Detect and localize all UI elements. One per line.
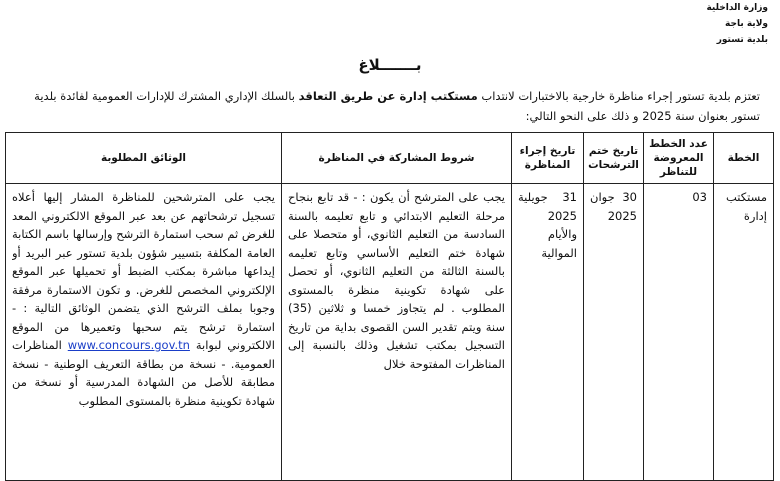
table-header-row [6,133,774,184]
col-header-conditions: شروط المشاركة في المناظرة [282,133,512,184]
table-row [6,184,774,481]
documents-text [12,188,275,476]
issuer-header [648,0,768,48]
cell-plan: مستكتب إدارة [714,184,774,481]
intro-paragraph [20,86,760,126]
col-header-exam-date: تاريخ إجراء المناظرة [512,133,584,184]
documents-part-2: المناظرات العمومية. - نسخة من بطاقة التعريف الوطنية - نسخة مطابقة للأصل من الشهادة المدرسية أو نسخة من شهادة تكوينية منظرة بالمستوى المطلوب [12,338,275,408]
cell-deadline: 30 جوان 2025 [584,184,644,481]
concours-link[interactable]: www.concours.gov.tn [67,338,190,352]
cell-exam-date: 31 جويلية 2025 والأيام الموالية [512,184,584,481]
intro-position: مستكتب إدارة عن طريق التعاقد [298,89,478,103]
col-header-deadline: تاريخ ختم الترشحات [584,133,644,184]
col-header-documents: الوثائق المطلوبة [6,133,282,184]
conditions-text: يجب على المترشح أن يكون : - قد تابع بنجاح مرحلة التعليم الابتدائي و تابع تعليمه بالسنة السادسة من التعليم الثانوي، أو متحصلا على شهادة ختم التعليم الأساسي وتابع تعليمه بالسنة الثالثة من التعليم الثانوي، أو تحصل على شهادة تكوينية منظرة بالمستوى المطلوب . لم يتجاوز خمسا و ثلاثين (35) سنة ويتم تقدير السن القصوى بداية من تاريخ التسجيل بمكتب تشغيل وذلك بالنسبة إلى المناظرات المفتوحة خلال [288,190,505,371]
ministry-name: وزارة الداخلية [706,3,768,13]
page-title: بـــــــلاغ [358,56,422,74]
col-header-count: عدد الخطط المعروضة للتناظر [644,133,714,184]
cell-count: 03 [644,184,714,481]
governorate-name: ولاية باجة [725,19,768,29]
cell-documents [6,184,282,481]
municipality-name: بلدية تستور [716,35,768,45]
intro-part-2: بالسلك الإداري المشترك للإدارات العمومية لفائدة بلدية تستور بعنوان سنة 2025 و ذلك على النحو التالي: [34,89,760,123]
documents-part-1: يجب على المترشحين للمناظرة المشار إليها أعلاه تسجيل ترشحاتهم عن بعد عبر الموقع الالكتروني المعد للغرض ثم سحب استمارة الترشح وإرسالها باسم الكتابة العامة المكلفة بتسيير شؤون بلدية تستور عبر البريد أو إيداعها مباشرة بمكتب الضبط أو تحميلها عبر الموقع الإلكتروني المخصص للغرض. و تكون الاستمارة مرفقة وجوبا بملف الترشح الذي يتضمن الوثائق التالية : - استمارة ترشح يتم سحبها وتعميرها من الموقع الالكتروني لبوابة [12,190,275,352]
competition-table [5,132,774,481]
intro-part-1: تعتزم بلدية تستور إجراء مناظرة خارجية بالاختبارات لانتداب [481,89,760,103]
cell-conditions [282,184,512,481]
col-header-plan: الخطة [714,133,774,184]
